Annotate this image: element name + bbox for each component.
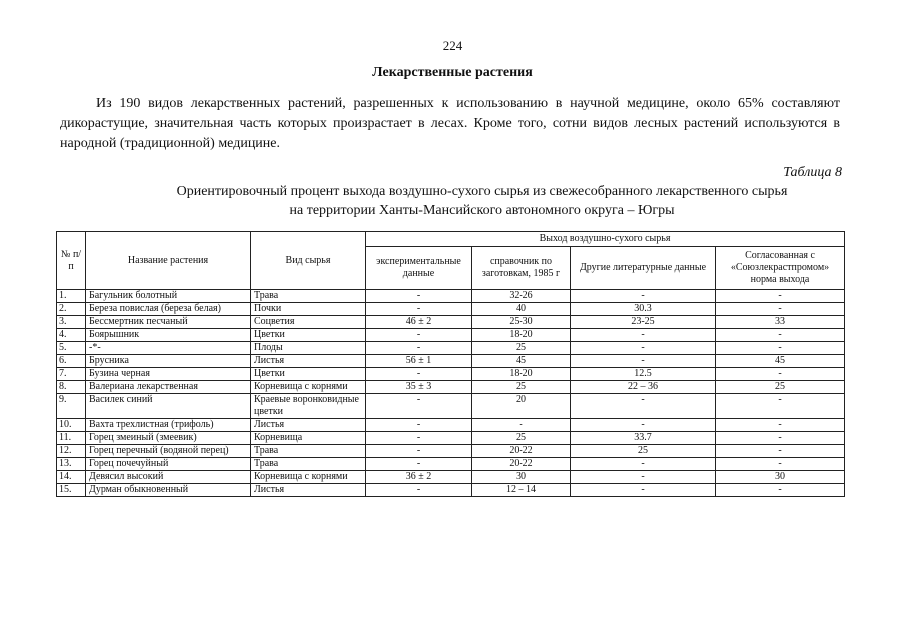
raw-type: Цветки — [251, 368, 366, 381]
row-number: 13. — [57, 458, 86, 471]
literature-value: - — [571, 355, 716, 368]
table-row — [57, 484, 845, 497]
table-row — [57, 368, 845, 381]
handbook-value: 18-20 — [472, 329, 571, 342]
table-row — [57, 303, 845, 316]
experimental-value: - — [366, 419, 472, 432]
raw-type: Цветки — [251, 329, 366, 342]
plant-name: Василек синий — [86, 394, 251, 419]
table-row — [57, 471, 845, 484]
experimental-value: 46 ± 2 — [366, 316, 472, 329]
agreed-norm-value: - — [716, 445, 845, 458]
raw-type: Корневища с корнями — [251, 381, 366, 394]
plant-name: Горец почечуйный — [86, 458, 251, 471]
row-number: 5. — [57, 342, 86, 355]
handbook-value: 40 — [472, 303, 571, 316]
caption-line-2: на территории Ханты-Мансийского автономного округа – Югры — [289, 203, 675, 218]
literature-value: - — [571, 484, 716, 497]
table-row — [57, 445, 845, 458]
raw-type: Соцветия — [251, 316, 366, 329]
table-row — [57, 329, 845, 342]
literature-value: - — [571, 471, 716, 484]
experimental-value: - — [366, 394, 472, 419]
table-label: Таблица 8 — [783, 165, 842, 180]
experimental-value: - — [366, 484, 472, 497]
plant-name: -*- — [86, 342, 251, 355]
handbook-value: 45 — [472, 355, 571, 368]
agreed-norm-value: - — [716, 368, 845, 381]
plant-name: Горец змеиный (змеевик) — [86, 432, 251, 445]
literature-value: 22 – 36 — [571, 381, 716, 394]
row-number: 10. — [57, 419, 86, 432]
literature-value: - — [571, 458, 716, 471]
table-row — [57, 419, 845, 432]
header-plant-name: Название растения — [86, 232, 251, 290]
raw-type: Почки — [251, 303, 366, 316]
table-caption — [60, 182, 904, 220]
table-row — [57, 381, 845, 394]
raw-type: Корневища с корнями — [251, 471, 366, 484]
header-literature: Другие литературные данные — [571, 247, 716, 290]
agreed-norm-value: 45 — [716, 355, 845, 368]
header-number: № п/п — [57, 232, 86, 290]
agreed-norm-value: - — [716, 432, 845, 445]
agreed-norm-value: - — [716, 290, 845, 303]
literature-value: 30.3 — [571, 303, 716, 316]
table-row — [57, 355, 845, 368]
plant-name: Брусника — [86, 355, 251, 368]
intro-paragraph — [60, 94, 840, 154]
agreed-norm-value: - — [716, 329, 845, 342]
row-number: 4. — [57, 329, 86, 342]
row-number: 8. — [57, 381, 86, 394]
plant-name: Дурман обыкновенный — [86, 484, 251, 497]
experimental-value: - — [366, 432, 472, 445]
row-number: 12. — [57, 445, 86, 458]
handbook-value: 20-22 — [472, 458, 571, 471]
handbook-value: 12 – 14 — [472, 484, 571, 497]
plant-name: Девясил высокий — [86, 471, 251, 484]
table-row — [57, 342, 845, 355]
literature-value: - — [571, 419, 716, 432]
raw-type: Листья — [251, 484, 366, 497]
raw-type: Трава — [251, 290, 366, 303]
literature-value: - — [571, 342, 716, 355]
agreed-norm-value: - — [716, 419, 845, 432]
row-number: 2. — [57, 303, 86, 316]
section-title: Лекарственные растения — [372, 65, 533, 80]
agreed-norm-value: - — [716, 484, 845, 497]
header-agreed-norm: Согласованная с «Союзлекрастпромом» норма выхода — [716, 247, 845, 290]
plant-name: Вахта трехлистная (трифоль) — [86, 419, 251, 432]
row-number: 15. — [57, 484, 86, 497]
experimental-value: - — [366, 290, 472, 303]
page-number: 224 — [442, 38, 463, 53]
literature-value: - — [571, 329, 716, 342]
raw-type: Корневища — [251, 432, 366, 445]
agreed-norm-value: 30 — [716, 471, 845, 484]
row-number: 11. — [57, 432, 86, 445]
intro-text: Из 190 видов лекарственных растений, разрешенных к использованию в научной медицине, около 65% составляют дикорастущие, значительная часть которых произрастает в лесах. Кроме того, сотни видов лесных растений используются в народной (традиционной) медицине. — [60, 96, 840, 151]
header-handbook: справочник по заготовкам, 1985 г — [472, 247, 571, 290]
literature-value: 12.5 — [571, 368, 716, 381]
literature-value: 33.7 — [571, 432, 716, 445]
handbook-value: 30 — [472, 471, 571, 484]
row-number: 1. — [57, 290, 86, 303]
table-row — [57, 458, 845, 471]
experimental-value: - — [366, 329, 472, 342]
table-row — [57, 432, 845, 445]
handbook-value: 32-26 — [472, 290, 571, 303]
row-number: 3. — [57, 316, 86, 329]
raw-type: Краевые воронковидные цветки — [251, 394, 366, 419]
agreed-norm-value: 25 — [716, 381, 845, 394]
plant-name: Багульник болотный — [86, 290, 251, 303]
plant-name: Горец перечный (водяной перец) — [86, 445, 251, 458]
agreed-norm-value: - — [716, 458, 845, 471]
row-number: 7. — [57, 368, 86, 381]
header-yield-group: Выход воздушно-сухого сырья — [366, 232, 845, 247]
plant-name: Бузина черная — [86, 368, 251, 381]
handbook-value: 18-20 — [472, 368, 571, 381]
caption-line-1: Ориентировочный процент выхода воздушно-сухого сырья из свежесобранного лекарственного сырья — [176, 184, 788, 199]
row-number: 6. — [57, 355, 86, 368]
table-row — [57, 394, 845, 419]
experimental-value: 56 ± 1 — [366, 355, 472, 368]
raw-type: Плоды — [251, 342, 366, 355]
table-row — [57, 290, 845, 303]
handbook-value: - — [472, 419, 571, 432]
header-experimental: экспериментальные данные — [366, 247, 472, 290]
experimental-value: 35 ± 3 — [366, 381, 472, 394]
literature-value: - — [571, 290, 716, 303]
raw-type: Листья — [251, 355, 366, 368]
plant-name: Боярышник — [86, 329, 251, 342]
table-body — [57, 290, 845, 497]
experimental-value: - — [366, 303, 472, 316]
handbook-value: 20-22 — [472, 445, 571, 458]
row-number: 14. — [57, 471, 86, 484]
raw-type: Листья — [251, 419, 366, 432]
experimental-value: - — [366, 368, 472, 381]
literature-value: - — [571, 394, 716, 419]
plant-name: Валериана лекарственная — [86, 381, 251, 394]
agreed-norm-value: - — [716, 342, 845, 355]
handbook-value: 25 — [472, 432, 571, 445]
raw-type: Трава — [251, 445, 366, 458]
plant-name: Бессмертник песчаный — [86, 316, 251, 329]
handbook-value: 25 — [472, 381, 571, 394]
header-raw-type: Вид сырья — [251, 232, 366, 290]
literature-value: 25 — [571, 445, 716, 458]
handbook-value: 20 — [472, 394, 571, 419]
handbook-value: 25-30 — [472, 316, 571, 329]
handbook-value: 25 — [472, 342, 571, 355]
literature-value: 23-25 — [571, 316, 716, 329]
table-row — [57, 316, 845, 329]
experimental-value: - — [366, 445, 472, 458]
experimental-value: - — [366, 342, 472, 355]
yield-table — [56, 231, 845, 497]
agreed-norm-value: - — [716, 303, 845, 316]
agreed-norm-value: - — [716, 394, 845, 419]
experimental-value: 36 ± 2 — [366, 471, 472, 484]
raw-type: Трава — [251, 458, 366, 471]
row-number: 9. — [57, 394, 86, 419]
experimental-value: - — [366, 458, 472, 471]
agreed-norm-value: 33 — [716, 316, 845, 329]
plant-name: Береза повислая (береза белая) — [86, 303, 251, 316]
